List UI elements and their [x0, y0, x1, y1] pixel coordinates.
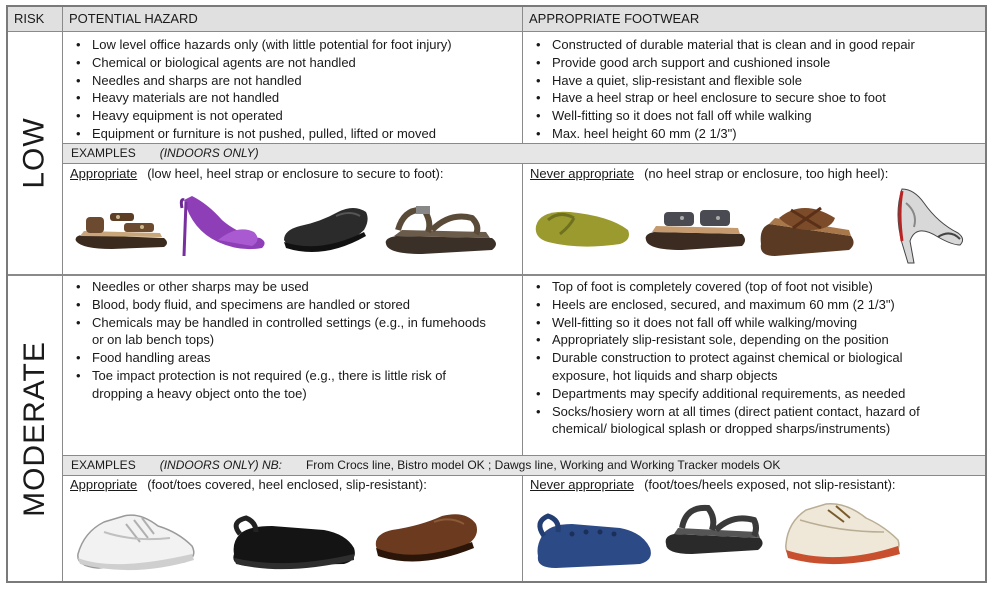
slide-sandal-image: [642, 196, 750, 260]
list-item: • Well-fitting so it does not fall off while walking/moving: [530, 314, 950, 332]
list-item: • Constructed of durable material that is clean and in good repair: [530, 36, 982, 54]
moderate-hazard-list: [70, 278, 490, 403]
list-item: • Needles or other sharps may be used: [70, 278, 490, 296]
list-item: • Chemical or biological agents are not handled: [70, 54, 518, 72]
high-heel-open-toe-image: [878, 183, 968, 265]
list-item: • Low level office hazards only (with little potential for foot injury): [70, 36, 518, 54]
list-item: • Have a quiet, slip-resistant and flexible sole: [530, 72, 982, 90]
list-item: • Provide good arch support and cushioned insole: [530, 54, 982, 72]
moderate-examples-bar: EXAMPLES (INDOORS ONLY) NB: From Crocs line, Bistro model OK ; Dawgs line, Working and Working Tracker models OK: [63, 455, 985, 475]
moderate-footwear-list: [530, 278, 950, 438]
low-appropriate-heading: Appropriate (low heel, heel strap or enclosure to secure to foot):: [70, 166, 444, 181]
black-loafer-image: [280, 200, 372, 260]
boat-shoe-image: [780, 492, 904, 568]
white-sneaker-image: [74, 502, 202, 574]
risk-level-low: LOW: [18, 117, 51, 189]
list-item: • Have a heel strap or heel enclosure to secure shoe to foot: [530, 89, 982, 107]
sandal-heel-strap-image: [72, 195, 172, 255]
list-item: • Appropriately slip-resistant sole, depending on the position: [530, 331, 950, 349]
list-item: • Equipment or furniture is not pushed, pulled, lifted or moved: [70, 125, 518, 143]
purple-slingback-image: [178, 190, 270, 262]
black-clog-image: [226, 508, 362, 572]
list-item: • Well-fitting so it does not fall off while walking: [530, 107, 982, 125]
list-item: • Heels are enclosed, secured, and maximum 60 mm (2 1/3"): [530, 296, 950, 314]
risk-level-moderate: MODERATE: [18, 340, 52, 517]
low-never-appropriate-heading: Never appropriate (no heel strap or enclosure, too high heel):: [530, 166, 889, 181]
list-item: • Food handling areas: [70, 349, 490, 367]
moderate-appropriate-heading: Appropriate (foot/toes covered, heel enclosed, slip-resistant):: [70, 477, 427, 492]
list-item: • Socks/hosiery worn at all times (direct patient contact, hazard of chemical/ biological splash or dropped sharps/instruments): [530, 403, 950, 439]
header-appropriate-footwear: APPROPRIATE FOOTWEAR: [523, 7, 985, 31]
low-hazard-list: [70, 36, 518, 143]
blue-croc-image: [532, 506, 656, 574]
brown-leather-shoe-image: [372, 508, 482, 566]
list-item: • Toe impact protection is not required (e.g., there is little risk of dropping a heavy object onto the toe): [70, 367, 490, 403]
list-item: • Max. heel height 60 mm (2 1/3"): [530, 125, 982, 143]
low-examples-bar: EXAMPLES (INDOORS ONLY): [63, 143, 985, 163]
list-item: • Durable construction to protect against chemical or biological exposure, hot liquids and sharp objects: [530, 349, 950, 385]
moderate-never-appropriate-heading: Never appropriate (foot/toes/heels exposed, not slip-resistant):: [530, 477, 896, 492]
sport-sandal-image: [382, 198, 502, 262]
list-item: • Needles and sharps are not handled: [70, 72, 518, 90]
list-item: • Top of foot is completely covered (top of foot not visible): [530, 278, 950, 296]
flip-flop-image: [530, 196, 635, 256]
list-item: • Blood, body fluid, and specimens are handled or stored: [70, 296, 490, 314]
list-item: • Departments may specify additional requirements, as needed: [530, 385, 950, 403]
open-strap-sandal-image: [662, 498, 768, 560]
header-potential-hazard: POTENTIAL HAZARD: [63, 7, 522, 31]
list-item: • Chemicals may be handled in controlled settings (e.g., in fumehoods or on lab bench tops): [70, 314, 490, 350]
list-item: • Heavy equipment is not operated: [70, 107, 518, 125]
low-footwear-list: [530, 36, 982, 143]
list-item: • Heavy materials are not handled: [70, 89, 518, 107]
header-risk: RISK: [8, 7, 62, 31]
wedge-slide-image: [755, 194, 861, 264]
